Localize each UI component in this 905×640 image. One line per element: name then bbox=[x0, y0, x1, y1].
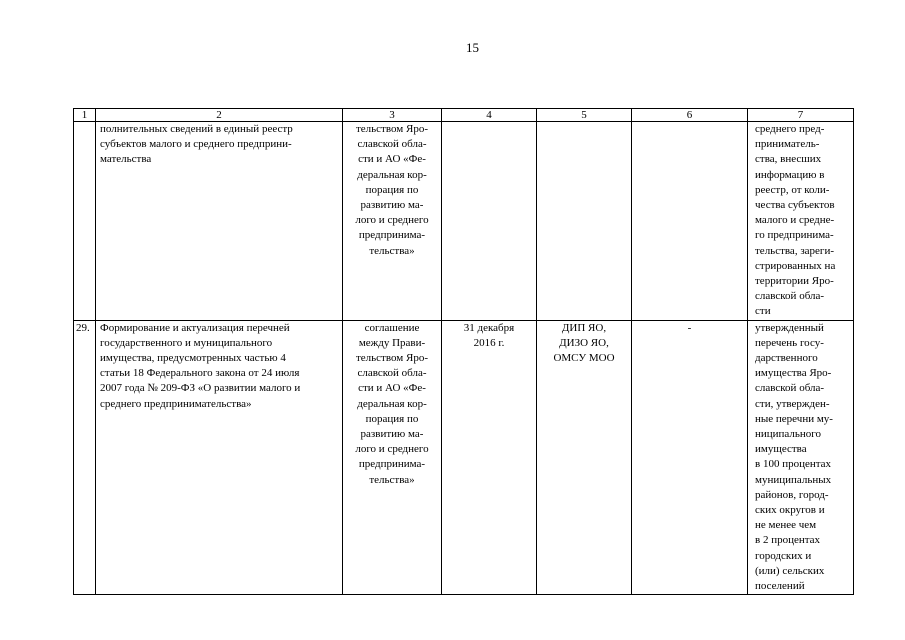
cell-number bbox=[74, 122, 96, 321]
cell-number: 29. bbox=[74, 320, 96, 595]
header-row bbox=[74, 109, 854, 122]
cell-activity: Формирование и актуализация перечней государственного и муниципального имущества, предусмотренных частью 4 статьи 18 Федерального закона от 24 июля 2007 года № 209-ФЗ «О развитии малого и среднего предпринимательства» bbox=[96, 320, 343, 595]
header-col-6: 6 bbox=[632, 109, 748, 122]
table-row-29 bbox=[74, 320, 854, 595]
cell-document: тельством Яро- славской обла- сти и АО «Фе- деральная кор- порация по развитию ма- лого и среднего предпринима- тельства» bbox=[343, 122, 442, 321]
header-col-1: 1 bbox=[74, 109, 96, 122]
cell-col6 bbox=[632, 122, 748, 321]
header-col-2: 2 bbox=[96, 109, 343, 122]
cell-responsible: ДИП ЯО, ДИЗО ЯО, ОМСУ МОО bbox=[537, 320, 632, 595]
cell-responsible bbox=[537, 122, 632, 321]
plan-table bbox=[73, 108, 854, 595]
cell-indicator: среднего пред- приниматель- ства, внесших информацию в реестр, от коли- чества субъектов малого и средне- го предпринима- тельства, зареги- стрированных на территории Яро- славской обла- сти bbox=[748, 122, 854, 321]
header-col-3: 3 bbox=[343, 109, 442, 122]
cell-deadline: 31 декабря 2016 г. bbox=[442, 320, 537, 595]
cell-document: соглашение между Прави- тельством Яро- славской обла- сти и АО «Фе- деральная кор- порация по развитию ма- лого и среднего предпринима- тельства» bbox=[343, 320, 442, 595]
cell-activity: полнительных сведений в единый реестр субъектов малого и среднего предприни- мательства bbox=[96, 122, 343, 321]
header-col-7: 7 bbox=[748, 109, 854, 122]
cell-deadline bbox=[442, 122, 537, 321]
cell-indicator: утвержденный перечень госу- дарственного имущества Яро- славской обла- сти, утвержден- ные перечни му- ниципального имущества в 100 процентах муниципальных районов, город- ских округов и не менее чем в 2 процентах городских и (или) сельских поселений bbox=[748, 320, 854, 595]
cell-col6: - bbox=[632, 320, 748, 595]
header-col-4: 4 bbox=[442, 109, 537, 122]
header-col-5: 5 bbox=[537, 109, 632, 122]
table-row-continued bbox=[74, 122, 854, 321]
page-number: 15 bbox=[466, 40, 479, 55]
